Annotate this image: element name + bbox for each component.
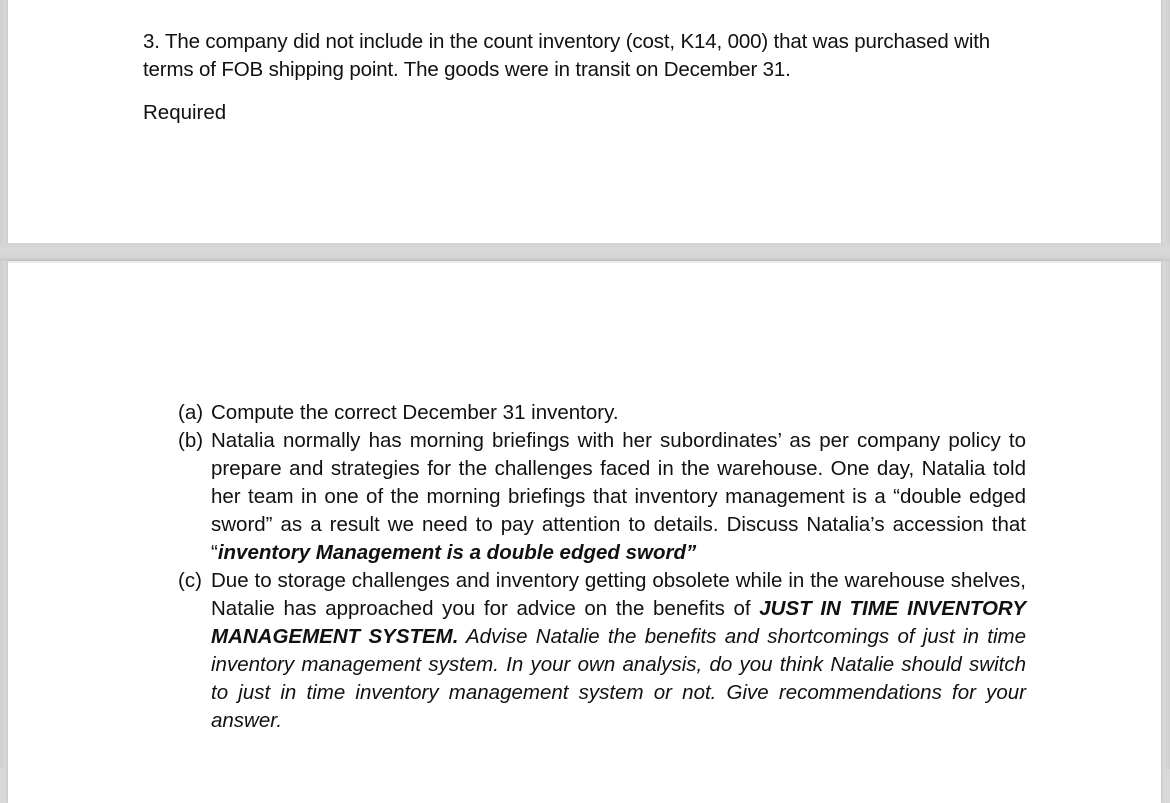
required-heading: Required — [143, 101, 227, 124]
question-text-emphasis: JUST IN TIME INVENTORY MANAGEMENT SYSTEM. — [211, 597, 1026, 648]
question-a — [178, 399, 1026, 427]
question-label: (b) — [178, 429, 204, 452]
question-c — [178, 567, 1026, 735]
question-text-italic: Advise Natalie the benefits and shortcomings of just in time inventory management system. In your own analysis, do you think Natalie should switch to just in time inventory management system or not. Give recommendations for your answer. — [211, 625, 1026, 732]
question-text — [211, 427, 1026, 567]
questions-list — [178, 399, 1026, 735]
page-1 — [8, 0, 1161, 245]
question-text-plain: Natalia normally has morning briefings with her subordinates’ as per company policy to prepare and strategies for the challenges faced in the warehouse. One day, Natalia told her team in one of the morning briefings that inventory management is a “double edged sword” as a result we need to pay attention to details. Discuss Natalia’s accession that “ — [211, 429, 1026, 564]
page-1-content — [143, 28, 1043, 84]
point-3-text: 3. The company did not include in the count inventory (cost, K14, 000) that was purchased with terms of FOB shipping point. The goods were in transit on December 31. — [143, 30, 991, 81]
question-label: (c) — [178, 569, 202, 592]
question-b — [178, 427, 1026, 567]
page-2 — [8, 261, 1161, 803]
page-separator — [0, 243, 1170, 261]
question-text-plain: Due to storage challenges and inventory getting obsolete while in the warehouse shelves, Natalie has approached you for advice on the benefits of — [211, 569, 1026, 620]
question-text: Compute the correct December 31 inventory. — [211, 401, 619, 424]
question-text — [211, 567, 1026, 735]
question-text-emphasis: inventory Management is a double edged sword” — [217, 541, 697, 564]
question-label: (a) — [178, 401, 204, 424]
